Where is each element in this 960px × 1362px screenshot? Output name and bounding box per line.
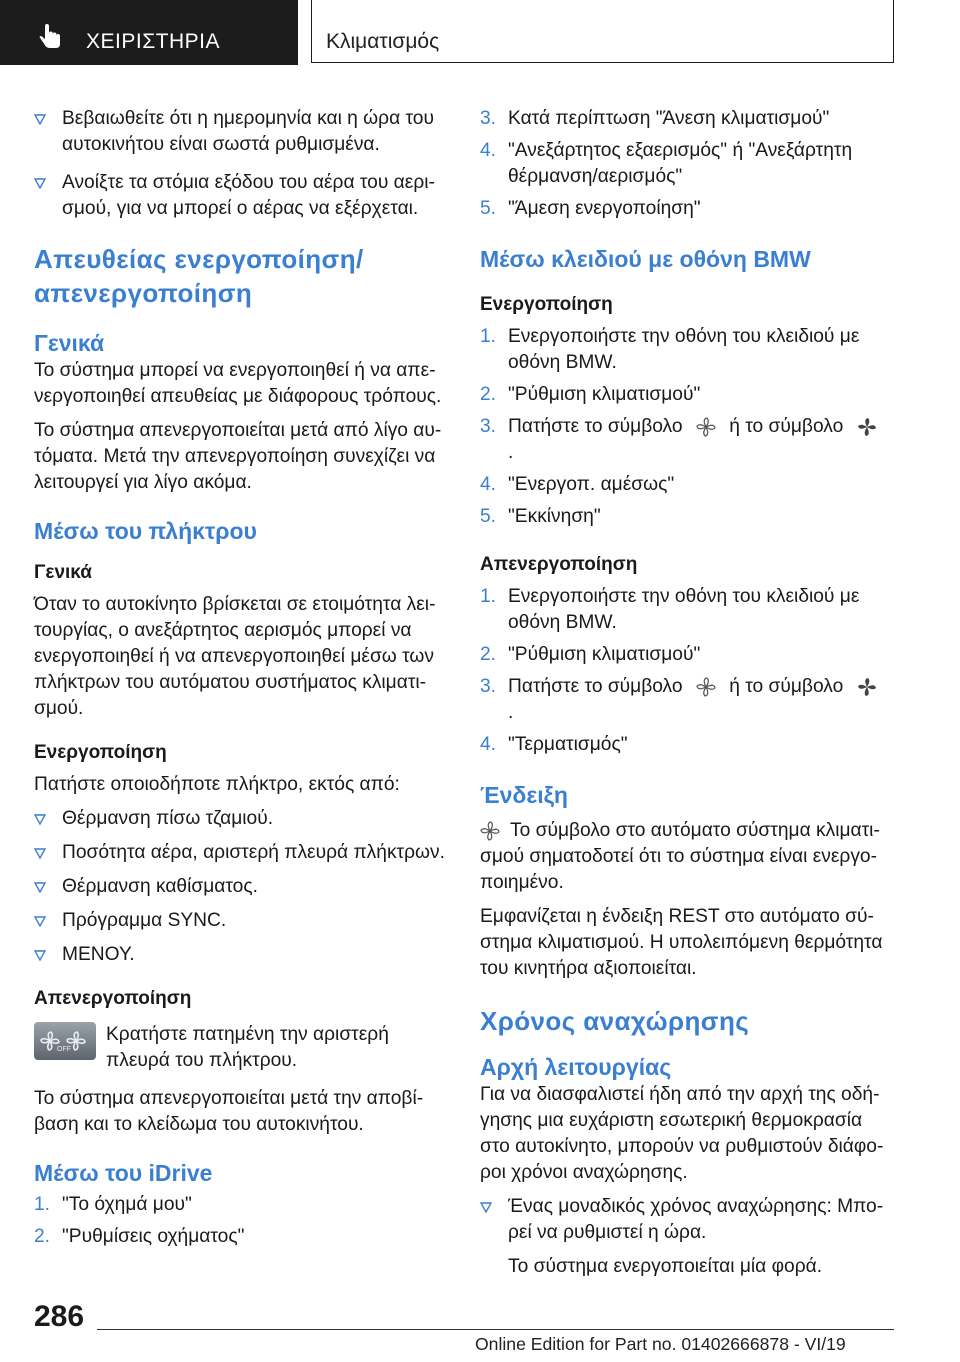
step-item: [480, 674, 894, 726]
bullet-triangle-icon: [34, 848, 46, 859]
paragraph: Κρατήστε πατημένη την αριστερή πλευρά του πλήκτρου.: [106, 1024, 389, 1071]
step-number: 1.: [34, 1194, 51, 1215]
bullet-text: Θέρμανση πίσω τζαμιού.: [62, 808, 274, 829]
heading-principle: Αρχή λειτουργίας: [480, 1054, 672, 1080]
step-text: [508, 414, 894, 466]
subheading-deactivation: Απενεργοποίηση: [480, 554, 638, 575]
section-title: Κλιματισμός: [326, 30, 440, 53]
bullet-triangle-icon: [34, 114, 46, 125]
footer-divider: [97, 1329, 894, 1330]
heading-general: Γενικά: [34, 330, 105, 356]
paragraph: Όταν το αυτοκίνητο βρίσκεται σε ετοιμότητα λειτουργίας, ο ανεξάρτητος αερισμός μπορεί να ενεργοποιηθεί ή να απενεργοποιηθεί μέσω των πλήκτρων του αυτόματου συστήματος κλιματισμού.: [34, 594, 436, 719]
subheading-deactivation: Απενεργοποίηση: [34, 988, 192, 1009]
step-text-pre: Πατήστε το σύμβολο: [508, 676, 683, 697]
list-item: [34, 908, 450, 934]
off-label: OFF: [57, 1046, 71, 1053]
bullet-text: Βεβαιωθείτε ότι η ημερομηνία και η ώρα του αυτοκινήτου είναι σωστά ρυθμισμένα.: [62, 108, 434, 155]
step-number: 3.: [480, 108, 497, 129]
page-header: [0, 0, 960, 66]
fan-icon: [480, 821, 500, 841]
left-column: [34, 100, 450, 1250]
heading-departure: Χρόνος αναχώρησης: [480, 1006, 750, 1036]
step-text: Κατά περίπτωση "Άνεση κλιματισμού": [508, 108, 830, 129]
heading-direct-line2: απενεργοποίηση: [34, 278, 253, 308]
button-instruction: [34, 1022, 450, 1076]
step-text-post: .: [508, 702, 514, 723]
paragraph: Το σύστημα απενεργοποιείται μετά από λίγο αυτόματα. Μετά την απενεργοποίηση συνεχίζει να λειτουργεί για λίγο ακόμα.: [34, 420, 442, 493]
step-text: Ενεργοποιήστε την οθόνη του κλειδιού με οθόνη BMW.: [508, 326, 860, 373]
step-item: [480, 584, 894, 636]
step-text: "Ρυθμίσεις οχήματος": [62, 1226, 245, 1247]
bullet-text: Ένας μοναδικός χρόνος αναχώρησης: Μπορεί να ρυθμιστεί η ώρα.: [508, 1196, 884, 1243]
heading-direct: [34, 242, 450, 310]
right-column: [480, 100, 894, 1280]
step-number: 5.: [480, 506, 497, 527]
subheading-general: Γενικά: [34, 562, 92, 583]
indicator-text: Το σύμβολο στο αυτόματο σύστημα κλιματισμού σηματοδοτεί ότι το σύστημα είναι ενεργοποιημένο.: [480, 820, 880, 893]
section-box: [311, 0, 894, 63]
fan-off-button-image: [34, 1022, 96, 1060]
paragraph: [480, 818, 894, 896]
heading-idrive: Μέσω του iDrive: [34, 1160, 213, 1186]
bullet-triangle-icon: [480, 1202, 492, 1213]
bullet-text: Θέρμανση καθίσματος.: [62, 876, 258, 897]
bullet-triangle-icon: [34, 814, 46, 825]
paragraph: Το σύστημα απενεργοποιείται μετά την αποβίβαση και το κλείδωμα του αυτοκινήτου.: [34, 1088, 424, 1135]
chapter-title: ΧΕΙΡΙΣΤΗΡΙΑ: [86, 30, 221, 53]
step-number: 1.: [480, 326, 497, 347]
step-text: "Εκκίνηση": [508, 506, 601, 527]
chapter-tab[interactable]: [0, 0, 298, 65]
step-number: 4.: [480, 474, 497, 495]
fan-icon: [696, 417, 716, 437]
edition-note: Online Edition for Part no. 01402666878 - VI/19: [475, 1334, 846, 1354]
heading-button: Μέσω του πλήκτρου: [34, 518, 257, 544]
bullet-text: Πρόγραμμα SYNC.: [62, 910, 227, 931]
fan-filled-icon: [857, 677, 877, 697]
list-item: [34, 942, 450, 968]
touch-hand-icon: [36, 22, 66, 57]
bullet-text: Ποσότητα αέρα, αριστερή πλευρά πλήκτρων.: [62, 842, 445, 863]
paragraph: Εμφανίζεται η ένδειξη REST στο αυτόματο σύστημα κλιματισμού. Η υπολειπόμενη θερμότητα του κινητήρα αξιοποιείται.: [480, 906, 883, 979]
paragraph: Πατήστε οποιοδήποτε πλήκτρο, εκτός από:: [34, 774, 400, 795]
step-item: [480, 138, 894, 190]
step-item: [34, 1224, 450, 1250]
step-item: [34, 1192, 450, 1218]
list-item: [480, 1194, 894, 1246]
bullet-triangle-icon: [34, 950, 46, 961]
paragraph: Για να διασφαλιστεί ήδη από την αρχή της οδήγησης μια ευχάριστη εσωτερική θερμοκρασία στο αυτοκίνητο, μπορούν να ρυθμιστούν διάφοροι χρόνοι αναχώρησης.: [480, 1084, 884, 1183]
step-number: 2.: [34, 1226, 51, 1247]
step-text: "Ρύθμιση κλιματισμού": [508, 384, 701, 405]
step-item: [480, 414, 894, 466]
step-text-post: .: [508, 442, 514, 463]
paragraph: Το σύστημα ενεργοποιείται μία φορά.: [508, 1256, 823, 1277]
heading-indicator: Ένδειξη: [480, 782, 568, 808]
step-number: 3.: [480, 676, 497, 697]
step-text: Ενεργοποιήστε την οθόνη του κλειδιού με οθόνη BMW.: [508, 586, 860, 633]
step-number: 4.: [480, 140, 497, 161]
step-item: [480, 504, 894, 530]
step-text-mid: ή το σύμβολο: [729, 676, 844, 697]
step-item: [480, 732, 894, 758]
step-number: 2.: [480, 384, 497, 405]
step-item: [480, 382, 894, 408]
exception-list: [34, 806, 450, 968]
fan-off-icon: [40, 1029, 90, 1053]
bullet-triangle-icon: [34, 178, 46, 189]
bullet-triangle-icon: [34, 882, 46, 893]
heading-key: Μέσω κλειδιού με οθόνη BMW: [480, 246, 811, 272]
step-number: 1.: [480, 586, 497, 607]
step-number: 5.: [480, 198, 497, 219]
step-item: [480, 472, 894, 498]
fan-icon: [696, 677, 716, 697]
paragraph: Το σύστημα μπορεί να ενεργοποιηθεί ή να απενεργοποιηθεί απευθείας με διάφορους τρόπους.: [34, 360, 442, 407]
step-item: [480, 106, 894, 132]
fan-filled-icon: [857, 417, 877, 437]
list-item: [34, 874, 450, 900]
step-text: "Ανεξάρτητος εξαερισμός" ή "Ανεξάρτητη θέρμανση/αερισμός": [508, 140, 853, 187]
step-item: [480, 642, 894, 668]
step-text-pre: Πατήστε το σύμβολο: [508, 416, 683, 437]
step-text: "Άμεση ενεργοποίηση": [508, 198, 701, 219]
step-text: "Ενεργοπ. αμέσως": [508, 474, 675, 495]
list-item: [34, 840, 450, 866]
bullet-text: Ανοίξτε τα στόμια εξόδου του αέρα του αερισμού, για να μπορεί ο αέρας να εξέρχεται.: [62, 172, 435, 219]
step-number: 2.: [480, 644, 497, 665]
step-text-mid: ή το σύμβολο: [729, 416, 844, 437]
subheading-activation: Ενεργοποίηση: [34, 742, 167, 763]
page-number: 286: [34, 1300, 85, 1333]
step-item: [480, 324, 894, 376]
list-item: [34, 106, 450, 158]
list-item: [34, 170, 450, 222]
subheading-activation: Ενεργοποίηση: [480, 294, 613, 315]
step-text: "Το όχημά μου": [62, 1194, 192, 1215]
heading-direct-line1: Απευθείας ενεργοποίηση/: [34, 244, 364, 274]
step-text: [508, 674, 894, 726]
bullet-triangle-icon: [34, 916, 46, 927]
bullet-text: ΜΕΝΟΥ.: [62, 944, 135, 965]
step-text: "Τερματισμός": [508, 734, 628, 755]
step-number: 3.: [480, 416, 497, 437]
step-item: [480, 196, 894, 222]
step-number: 4.: [480, 734, 497, 755]
step-text: "Ρύθμιση κλιματισμού": [508, 644, 701, 665]
list-item: [34, 806, 450, 832]
